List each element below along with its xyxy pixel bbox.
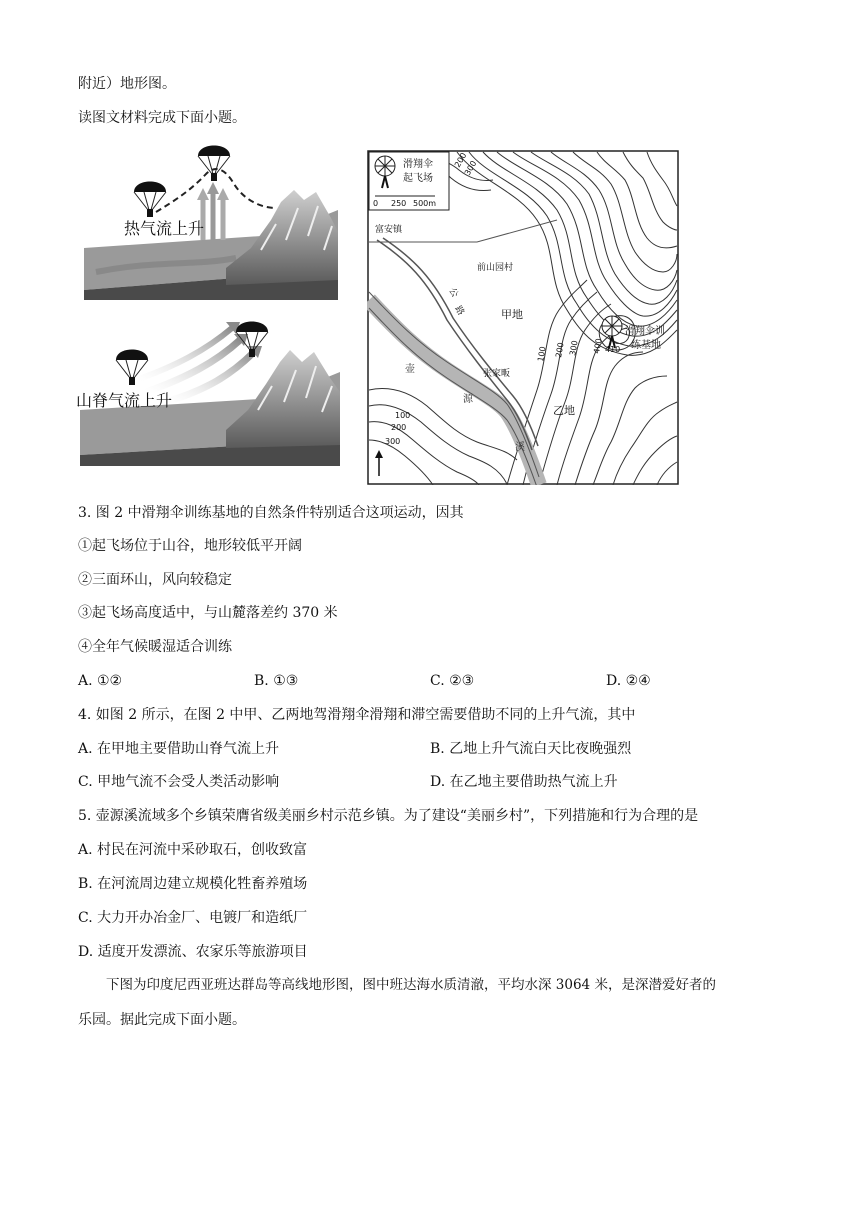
air-current-svg [76,140,346,470]
next-passage-line-1: 下图为印度尼西亚班达群岛等高线地形图，图中班达海水质清澈，平均水深 3064 米，是深潜爱好者的 [106,977,716,993]
q3-option-c[interactable]: C. ②③ [430,673,475,689]
scale-label-500: 500m [413,199,437,208]
label-town: 富安镇 [375,225,403,235]
label-zhangjiafan: 张家畈 [483,369,511,379]
contour-label-300-bl: 300 [385,437,401,446]
q4-option-d[interactable]: D. 在乙地主要借助热气流上升 [430,774,618,790]
ridge-arrows [136,322,262,402]
thermal-label: 热气流上升 [124,219,205,238]
label-river-1: 壶 [405,364,415,375]
label-yi: 乙地 [553,404,575,417]
legend-title-line2: 起飞场 [403,173,433,184]
q3-statement-4: ④全年气候暖湿适合训练 [78,639,232,655]
q4-option-b[interactable]: B. 乙地上升气流白天比夜晚强烈 [430,741,632,757]
label-jia: 甲地 [501,308,523,321]
contour-label-200: 200 [554,341,566,359]
next-passage-line-2: 乐园。据此完成下面小题。 [78,1012,246,1028]
contour-label-200-top: 200 [452,151,469,169]
intro-line-2: 读图文材料完成下面小题。 [78,110,246,126]
intro-line-1: 附近）地形图。 [78,76,176,92]
q4-option-c[interactable]: C. 甲地气流不会受人类活动影响 [78,774,280,790]
q3-option-d[interactable]: D. ②④ [606,673,651,689]
q3-stem: 3. 图 2 中滑翔伞训练基地的自然条件特别适合这项运动，因其 [78,505,464,521]
q5-option-c[interactable]: C. 大力开办冶金厂、电镀厂和造纸厂 [78,910,308,926]
label-river-2: 源 [463,394,473,405]
legend-title-line1: 滑翔伞 [403,159,433,170]
contour-label-300: 300 [568,339,580,357]
scale-label-250: 250 [391,199,407,208]
map-legend [369,152,449,210]
paraglider-icon [134,182,166,218]
ridge-label: 山脊气流上升 [76,391,173,410]
contour-label-300-top: 300 [462,159,479,177]
contour-label-100-bl: 100 [395,411,411,420]
q4-option-a[interactable]: A. 在甲地主要借助山脊气流上升 [78,741,280,757]
q3-statement-3: ③起飞场高度适中，与山麓落差约 370 米 [78,605,338,621]
scale-label-0: 0 [373,199,379,208]
topographic-map [367,150,679,485]
q3-option-b[interactable]: B. ①③ [254,673,299,689]
q5-option-b[interactable]: B. 在河流周边建立规模化牲畜养殖场 [78,876,308,892]
air-current-illustration [76,140,346,470]
q4-stem: 4. 如图 2 所示，在图 2 中甲、乙两地驾滑翔伞滑翔和滞空需要借助不同的上升气流，其中 [78,707,636,723]
label-base-2: 练基地 [631,340,661,351]
q5-option-a[interactable]: A. 村民在河流中采砂取石，创收致富 [78,842,308,858]
label-river-3: 溪 [515,442,525,453]
label-village: 前山园村 [477,263,514,273]
q3-statement-2: ②三面环山，风向较稳定 [78,572,232,588]
q3-option-a[interactable]: A. ①② [78,673,123,689]
topographic-map-svg [367,150,679,485]
q3-statement-1: ①起飞场位于山谷，地形较低平开阔 [78,538,302,554]
q5-option-d[interactable]: D. 适度开发漂流、农家乐等旅游项目 [78,944,308,960]
label-road-1: 公 [446,286,460,300]
label-elev-410: 410 [605,345,621,354]
contour-label-400: 400 [592,337,604,355]
paraglider-icon [198,146,230,182]
label-base-1: 滑翔伞训 [625,326,665,337]
q5-stem: 5. 壶源溪流域多个乡镇荣膺省级美丽乡村示范乡镇。为了建设“美丽乡村”，下列措施和行为合理的是 [78,808,699,824]
contour-label-200-bl: 200 [391,423,407,432]
contour-label-100: 100 [536,345,548,363]
label-road-2: 路 [452,304,466,318]
